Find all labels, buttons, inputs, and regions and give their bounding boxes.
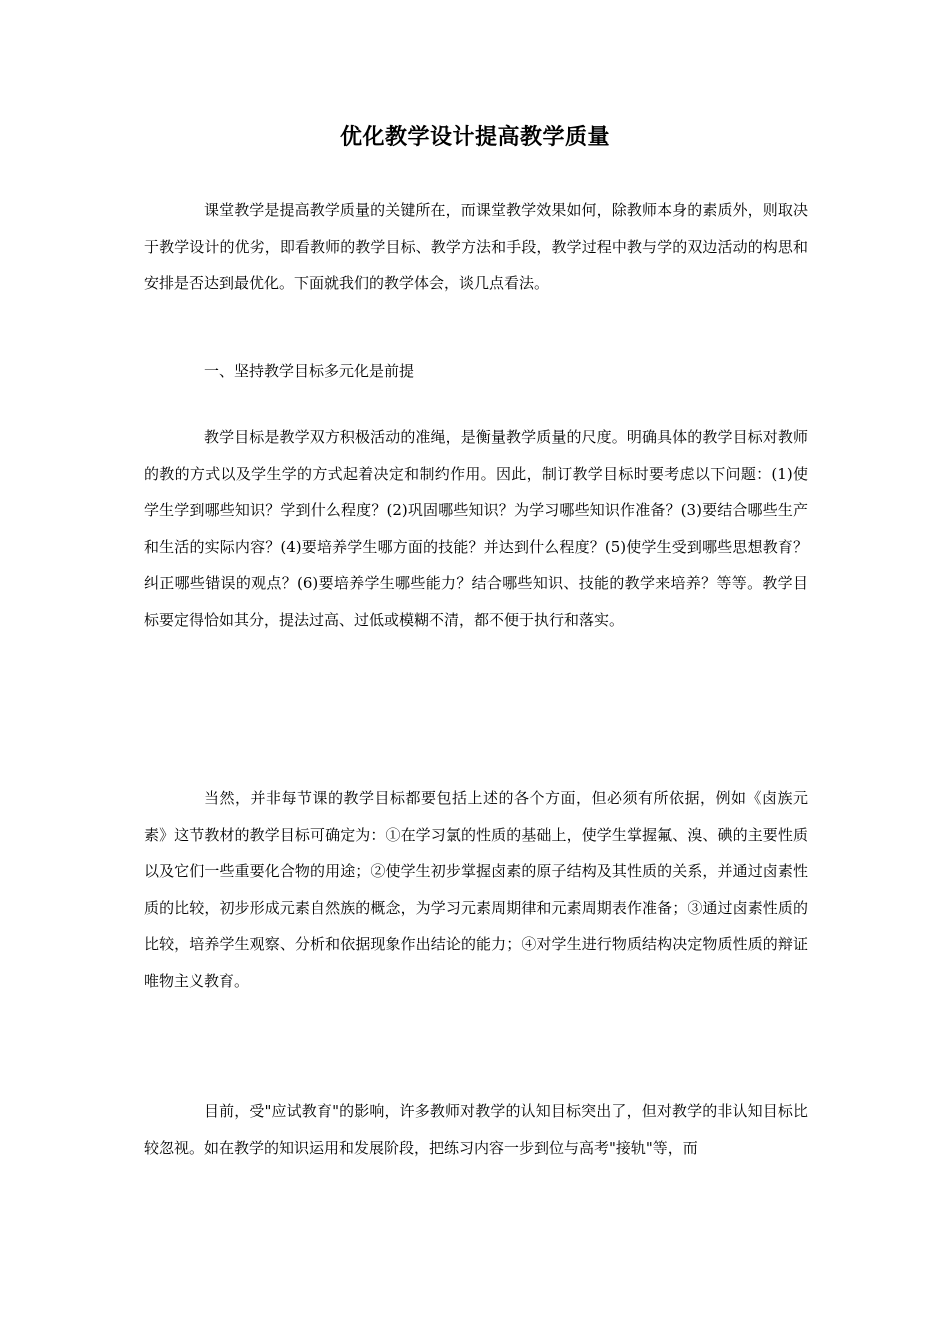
section-heading: 一、坚持教学目标多元化是前提 xyxy=(204,362,415,380)
paragraph-objectives: 教学目标是教学双方积极活动的准绳，是衡量教学质量的尺度。明确具体的教学目标对教师的教的方式以及学生学的方式起着决定和制约作用。因此，制订教学目标时要考虑以下问题：(1)使学生学到哪些知识？学到什么程度？(2)巩固哪些知识？为学习哪些知识作准备？(3)要结合哪些生产和生活的实际内容？(4)要培养学生哪方面的技能？并达到什么程度？(5)使学生受到哪些思想教育？纠正哪些错误的观点？(6)要培养学生哪些能力？结合哪些知识、技能的教学来培养？等等。教学目标要定得恰如其分，提法过高、过低或模糊不清，都不便于执行和落实。 xyxy=(144,428,808,629)
document-title: 优化教学设计提高教学质量 xyxy=(339,125,610,150)
paragraph-intro: 课堂教学是提高教学质量的关键所在，而课堂教学效果如何，除教师本身的素质外，则取决于教学设计的优劣，即看教师的教学目标、教学方法和手段，教学过程中教与学的双边活动的构思和安排是否达到最优化。下面就我们的教学体会，谈几点看法。 xyxy=(144,201,808,292)
paragraph-example: 当然，并非每节课的教学目标都要包括上述的各个方面，但必须有所依据，例如《卤族元素》这节教材的教学目标可确定为：①在学习氯的性质的基础上，使学生掌握氟、溴、碘的主要性质以及它们一些重要化合物的用途；②使学生初步掌握卤素的原子结构及其性质的关系，并通过卤素性质的比较，初步形成元素自然族的概念，为学习元素周期律和元素周期表作准备；③通过卤素性质的比较，培养学生观察、分析和依据现象作出结论的能力；④对学生进行物质结构决定物质性质的辩证唯物主义教育。 xyxy=(144,789,808,990)
paragraph-current-issues: 目前，受"应试教育"的影响，许多教师对教学的认知目标突出了，但对教学的非认知目标比较忽视。如在教学的知识运用和发展阶段，把练习内容一步到位与高考"接轨"等，而 xyxy=(144,1102,808,1157)
